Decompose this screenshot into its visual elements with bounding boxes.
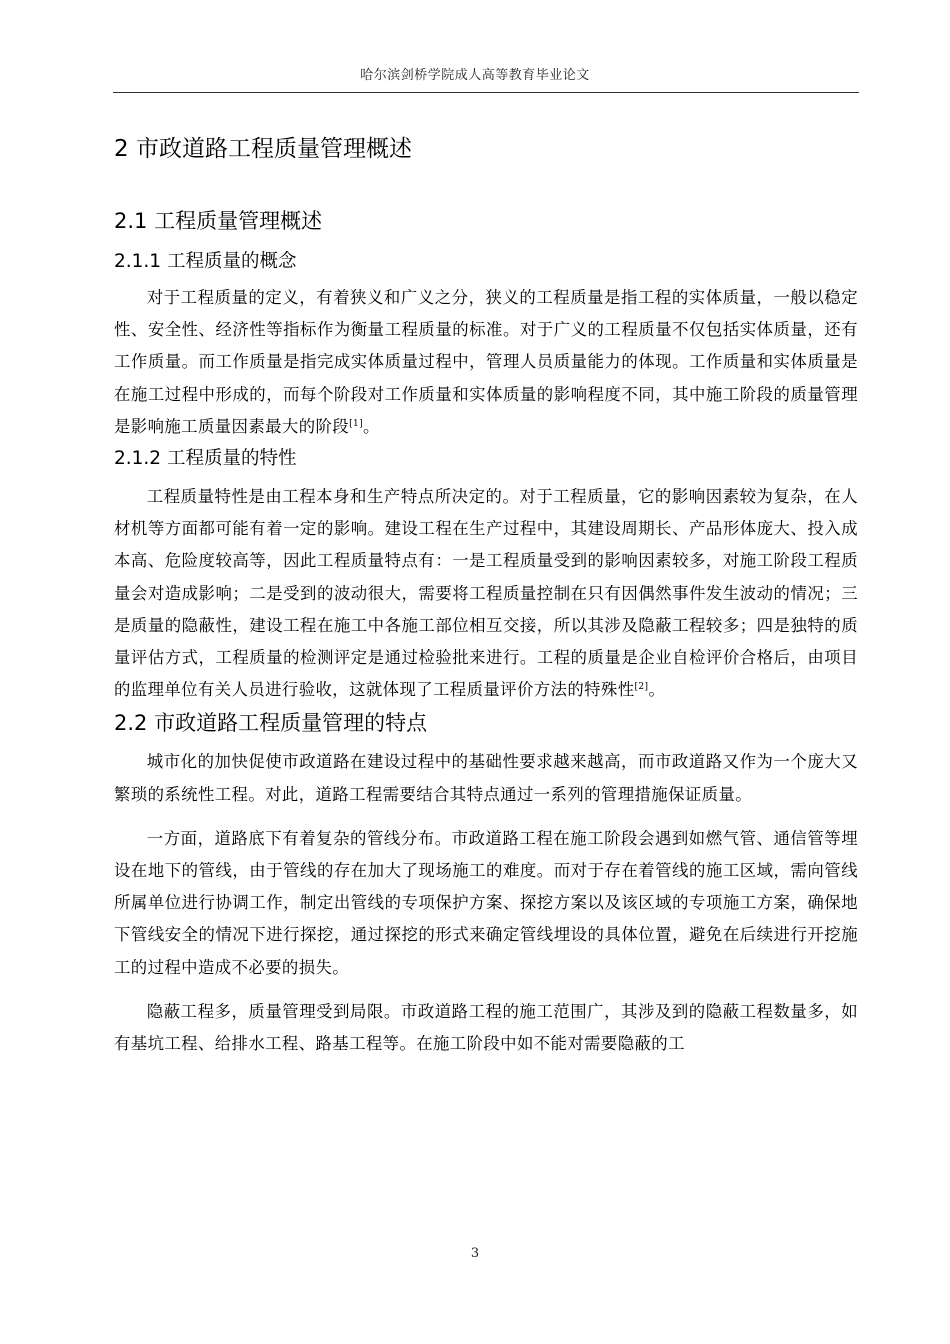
header-rule	[113, 92, 859, 93]
citation-ref: [2]	[634, 682, 649, 693]
paragraph-text: 工程质量特性是由工程本身和生产特点所决定的。对于工程质量，它的影响因素较为复杂，在人材机等方面都可能有着一定的影响。建设工程在生产过程中，其建设周期长、产品形体庞大、投入成本高、危险度较高等，因此工程质量特点有：一是工程质量受到的影响因素较多，对施工阶段工程质量会对造成影响；二是受到的波动很大，需要将工程质量控制在只有因偶然事件发生波动的情况；三是质量的隐蔽性，建设工程在施工中各施工部位相互交接，所以其涉及隐蔽工程较多；四是独特的质量评估方式，工程质量的检测评定是通过检验批来进行。工程的质量是企业自检评价合格后，由项目的监理单位有关人员进行验收，这就体现了工程质量评价方法的特殊性	[114, 487, 858, 700]
paragraph-2-1-1	[114, 282, 858, 443]
page-body	[114, 128, 858, 1060]
paragraph-end: 。	[648, 680, 666, 700]
paragraph-2-2-3: 隐蔽工程多，质量管理受到局限。市政道路工程的施工范围广，其涉及到的隐蔽工程数量多，如有基坑工程、给排水工程、路基工程等。在施工阶段中如不能对需要隐蔽的工	[114, 1001, 858, 1054]
subsection-heading-2-1-1: 2.1.1 工程质量的概念	[114, 251, 297, 272]
paragraph-2-2-2: 一方面，道路底下有着复杂的管线分布。市政道路工程在施工阶段会遇到如燃气管、通信管等埋设在地下的管线，由于管线的存在加大了现场施工的难度。而对于存在着管线的施工区域，需向管线所属单位进行协调工作，制定出管线的专项保护方案、探挖方案以及该区域的专项施工方案，确保地下管线安全的情况下进行探挖，通过探挖的形式来确定管线埋设的具体位置，避免在后续进行开挖施工的过程中造成不必要的损失。	[114, 828, 858, 977]
paragraph-2-1-2	[114, 481, 858, 706]
section-heading-2-1: 2.1 工程质量管理概述	[114, 209, 323, 233]
chapter-heading: 2 市政道路工程质量管理概述	[114, 136, 412, 162]
citation-ref: [1]	[349, 418, 364, 429]
paragraph-text: 对于工程质量的定义，有着狭义和广义之分，狭义的工程质量是指工程的实体质量，一般以稳定性、安全性、经济性等指标作为衡量工程质量的标准。对于广义的工程质量不仅包括实体质量，还有工作质量。而工作质量是指完成实体质量过程中，管理人员质量能力的体现。工作质量和实体质量是在施工过程中形成的，而每个阶段对工作质量和实体质量的影响程度不同，其中施工阶段的质量管理是影响施工质量因素最大的阶段	[114, 288, 858, 436]
page-number: 3	[470, 1246, 480, 1261]
running-header: 哈尔滨剑桥学院成人高等教育毕业论文	[360, 68, 590, 83]
paragraph-2-2-1: 城市化的加快促使市政道路在建设过程中的基础性要求越来越高，而市政道路又作为一个庞大又繁琐的系统性工程。对此，道路工程需要结合其特点通过一系列的管理措施保证质量。	[114, 752, 858, 804]
subsection-heading-2-1-2: 2.1.2 工程质量的特性	[114, 448, 297, 470]
section-heading-2-2: 2.2 市政道路工程质量管理的特点	[114, 711, 428, 736]
paragraph-end: 。	[363, 416, 380, 436]
